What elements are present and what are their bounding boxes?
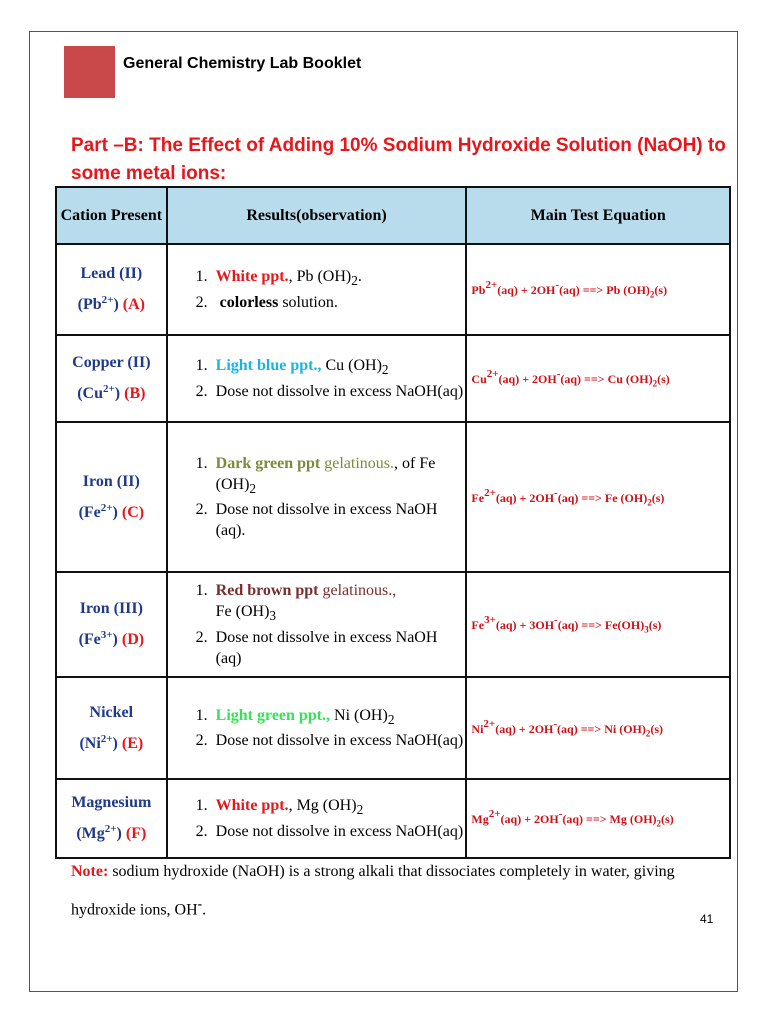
table-row: [56, 572, 730, 677]
observation-cell: [167, 422, 467, 572]
cation-name: Iron (II): [82, 472, 140, 490]
section-title: Part –B: The Effect of Adding 10% Sodium Hydroxide Solution (NaOH) to some metal ions:: [71, 135, 726, 184]
equation-cell: $Cu^{2+}(aq) + 2OH^-(aq)$ ==> Cu $(OH)_2(s)$: [466, 335, 730, 422]
observation-item: 2. Dose not dissolve in excess NaOH (aq).: [212, 499, 466, 541]
cation-name: Copper (II): [72, 354, 151, 371]
cation-name: Magnesium: [71, 794, 152, 811]
table-row: [56, 335, 730, 422]
observation-item: 2. Dose not dissolve in excess NaOH (aq): [212, 627, 466, 669]
observation-item: 2. colorless solution.: [212, 292, 466, 313]
cation-formula: $(Fe^{2+})$ (C): [78, 501, 145, 521]
observation-cell: [167, 677, 467, 779]
observation-cell: [167, 244, 467, 335]
cation-cell: [56, 422, 167, 572]
table-row: [56, 677, 730, 779]
observation-item: 1. Light blue ppt., Cu $(OH)_2$: [212, 355, 466, 380]
header-equation: Main Test Equation: [466, 187, 730, 244]
observation-cell: [167, 572, 467, 677]
observation-cell: [167, 335, 467, 422]
cation-cell: [56, 572, 167, 677]
cation-formula: $(Pb^{2+})$ (A): [77, 294, 145, 313]
cation-formula: $(Ni^{2+})$ (E): [79, 732, 144, 752]
observation-item: 1. Light green ppt., Ni $(OH)_2$: [212, 705, 466, 730]
header-results: Results(observation): [167, 187, 467, 244]
page-number: 41: [700, 912, 714, 926]
header-logo-square: [64, 46, 115, 98]
header-cation: Cation Present: [56, 187, 167, 244]
cation-formula: $(Fe^{3+})$ (D): [78, 629, 145, 648]
table-header-row: [56, 187, 730, 244]
observation-item: 2. Dose not dissolve in excess NaOH(aq): [212, 821, 466, 842]
cation-name: Nickel: [89, 703, 134, 721]
cation-cell: [56, 779, 167, 858]
table-row: [56, 779, 730, 858]
observation-item: 1. Red brown ppt gelatinous., Fe $(OH)_3$: [212, 580, 466, 626]
table-row: [56, 422, 730, 572]
results-table: [55, 186, 731, 859]
equation-cell: $Fe^{3+}(aq) + 3OH^-(aq)$ ==> $Fe(OH)_3(s)$: [466, 572, 730, 677]
cation-cell: [56, 677, 167, 779]
observation-item: 1. White ppt., Pb $(OH)_2$.: [212, 266, 466, 291]
equation-cell: $Pb^{2+}(aq) + 2OH^-(aq)$ ==> Pb $(OH)_2(s)$: [466, 244, 730, 335]
equation-cell: $Fe^{2+}(aq) + 2OH^-(aq)$ ==> Fe $(OH)_2(s)$: [466, 422, 730, 572]
observation-cell: [167, 779, 467, 858]
cation-cell: [56, 244, 167, 335]
header-title: General Chemistry Lab Booklet: [123, 55, 362, 72]
cation-name: Lead (II): [80, 265, 143, 282]
cation-name: Iron (III): [79, 600, 143, 617]
observation-item: 2. Dose not dissolve in excess NaOH(aq): [212, 730, 466, 751]
cation-cell: [56, 335, 167, 422]
equation-cell: $Mg^{2+}(aq) + 2OH^-(aq)$ ==> Mg $(OH)_2(s)$: [466, 779, 730, 858]
observation-item: 2. Dose not dissolve in excess NaOH(aq): [212, 381, 466, 402]
cation-formula: $(Mg^{2+})$ (F): [76, 823, 147, 842]
cation-formula: $(Cu^{2+})$ (B): [77, 383, 146, 402]
note-paragraph: Note: sodium hydroxide (NaOH) is a strong alkali that dissociates completely in water, giving hydroxide ions, OH-.: [71, 863, 675, 919]
observation-item: 1. Dark green ppt gelatinous., of Fe $(OH)_2$: [212, 453, 466, 499]
observation-item: 1. White ppt., Mg $(OH)_2$: [212, 795, 466, 820]
table-row: [56, 244, 730, 335]
equation-cell: $Ni^{2+}(aq) + 2OH^-(aq)$ ==> Ni $(OH)_2(s)$: [466, 677, 730, 779]
